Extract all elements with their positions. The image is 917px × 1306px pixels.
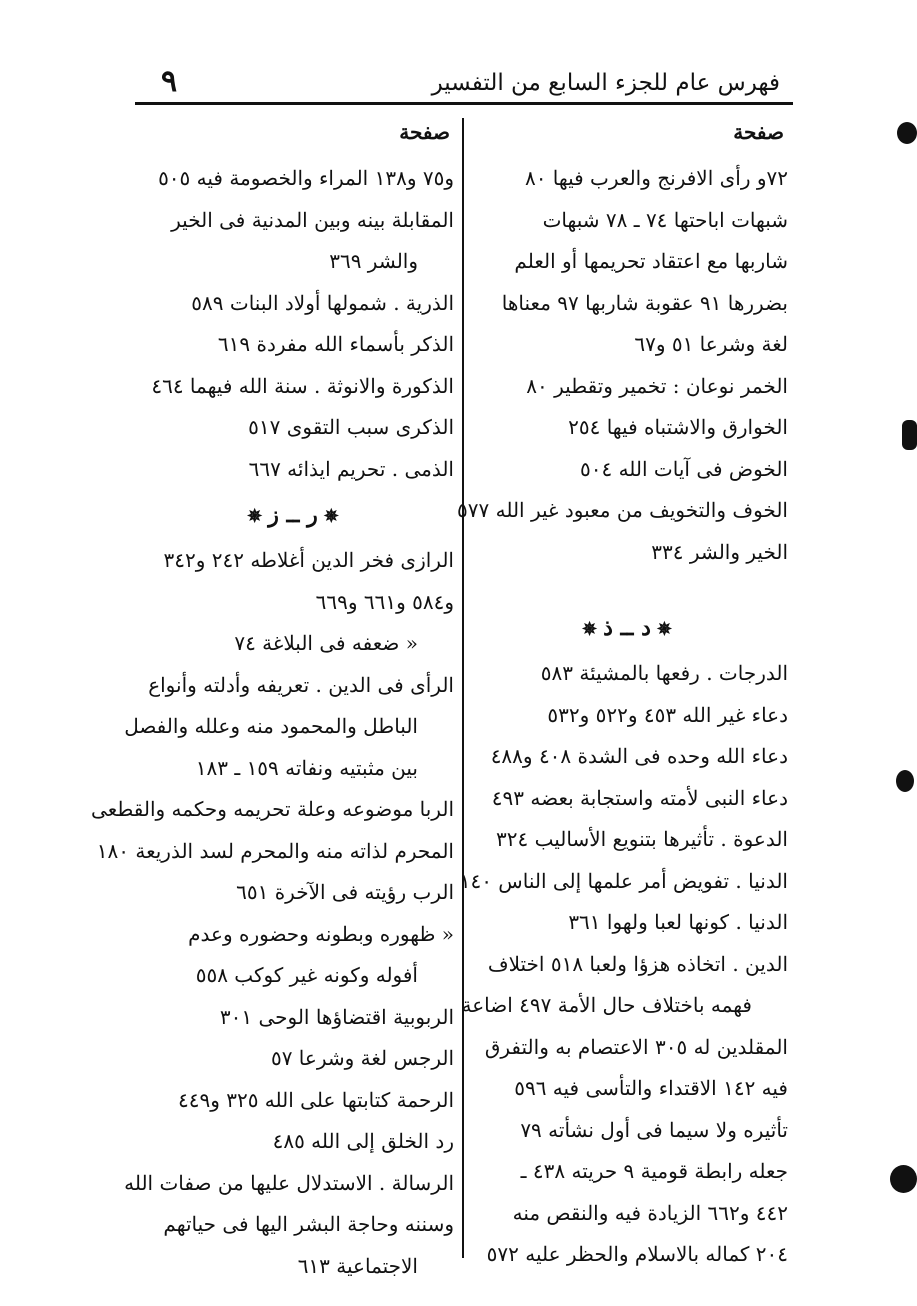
left-column-header: صفحة xyxy=(399,120,450,144)
index-entry: الرب رؤيته فى الآخرة ٦٥١ xyxy=(236,880,454,904)
index-entry: الخمر نوعان : تخمير وتقطير ٨٠ xyxy=(526,373,788,398)
index-entry: « ظهوره وبطونه وحضوره وعدم xyxy=(188,921,454,946)
index-entry: بضررها ٩١ عقوبة شاربها ٩٧ معناها xyxy=(501,290,788,315)
ornament-icon: ✵ xyxy=(247,506,263,527)
index-entry: الدرجات . رفعها بالمشيئة ٥٨٣ xyxy=(540,661,788,685)
index-entry: فيه ١٤٢ الاقتداء والتأسى فيه ٥٩٦ xyxy=(514,1076,788,1100)
index-entry: الرسالة . الاستدلال عليها من صفات الله xyxy=(124,1170,454,1195)
index-entry: شاربها مع اعتقاد تحريمها أو العلم xyxy=(514,249,788,273)
index-entry: دعاء النبى لأمته واستجابة بعضه ٤٩٣ xyxy=(491,785,788,810)
index-entry: و٧٥ و١٣٨ المراء والخصومة فيه ٥٠٥ xyxy=(158,166,454,190)
scan-blot xyxy=(897,122,917,144)
header-rule xyxy=(135,102,793,105)
index-entry: المقابلة بينه وبين المدنية فى الخير xyxy=(171,207,454,232)
index-entry: دعاء غير الله ٤٥٣ و٥٢٢ و٥٣٢ xyxy=(547,702,788,727)
index-entry: بين مثبتيه ونفاته ١٥٩ ـ ١٨٣ xyxy=(195,755,418,780)
index-entry: الرازى فخر الدين أغلاطه ٢٤٢ و٣٤٢ xyxy=(163,548,454,572)
index-entry: الباطل والمحمود منه وعلله والفصل xyxy=(124,714,418,738)
scan-blot xyxy=(890,1165,917,1193)
index-entry: شبهات اباحتها ٧٤ ـ ٧٨ شبهات xyxy=(542,207,788,232)
right-column xyxy=(457,110,788,1276)
index-entry: جعله رابطة قومية ٩ حريته ٤٣٨ ـ xyxy=(520,1159,788,1183)
index-entry: الذرية . شمولها أولاد البنات ٥٨٩ xyxy=(191,290,454,315)
index-entry: الدنيا . تفويض أمر علمها إلى الناس ١٤٠ xyxy=(459,868,788,893)
page-title: فهرس عام للجزء السابع من التفسير xyxy=(431,70,780,96)
index-entry: و٥٨٤ و٦٦١ و٦٦٩ xyxy=(315,589,454,614)
index-entry: المحرم لذاته منه والمحرم لسد الذريعة ١٨٠ xyxy=(96,838,454,863)
index-entry: ٧٢و رأى الافرنج والعرب فيها ٨٠ xyxy=(524,166,788,190)
index-entry: رد الخلق إلى الله ٤٨٥ xyxy=(272,1129,454,1153)
index-entry: الخوف والتخويف من معبود غير الله ٥٧٧ xyxy=(457,498,788,522)
scan-blot xyxy=(896,770,914,792)
index-entry: الاجتماعية ٦١٣ xyxy=(297,1253,418,1278)
right-column-header: صفحة xyxy=(733,120,784,144)
index-entry: الذمى . تحريم ايذائه ٦٦٧ xyxy=(248,456,454,481)
index-entry: الدعوة . تأثيرها بتنويع الأساليب ٣٢٤ xyxy=(496,827,788,851)
section-header-dal-dhal: ✵د ــ ذ✵ xyxy=(466,603,788,653)
index-entry: وسننه وحاجة البشر اليها فى حياتهم xyxy=(163,1212,454,1236)
column-divider xyxy=(462,118,464,1258)
index-entry: الخير والشر ٣٣٤ xyxy=(651,539,788,564)
scan-blot xyxy=(902,420,917,450)
index-entry: الدين . اتخاذه هزؤا ولعبا ٥١٨ اختلاف xyxy=(487,951,788,976)
index-entry: دعاء الله وحده فى الشدة ٤٠٨ و٤٨٨ xyxy=(490,744,788,768)
left-column xyxy=(91,110,454,1287)
ornament-icon: ✵ xyxy=(323,506,339,527)
index-entry: الخوض فى آيات الله ٥٠٤ xyxy=(579,456,788,481)
index-entry: الذكورة والانوثة . سنة الله فيهما ٤٦٤ xyxy=(151,373,454,398)
index-entry: والشر ٣٦٩ xyxy=(329,249,418,273)
index-entry: ٤٤٢ و٦٦٢ الزيادة فيه والنقص منه xyxy=(512,1200,788,1225)
index-entry: « ضعفه فى البلاغة ٧٤ xyxy=(234,631,418,655)
section-header-ra-zay: ✵ر ــ ز✵ xyxy=(132,490,454,540)
index-entry: الدنيا . كونها لعبا ولهوا ٣٦١ xyxy=(568,910,788,934)
index-entry: الرأى فى الدين . تعريفه وأدلته وأنواع xyxy=(148,672,454,697)
index-entry: الذكرى سبب التقوى ٥١٧ xyxy=(248,415,454,439)
index-entry: الذكر بأسماء الله مفردة ٦١٩ xyxy=(217,332,454,356)
index-entry: الخوارق والاشتباه فيها ٢٥٤ xyxy=(568,415,788,439)
index-entry: الرحمة كتابتها على الله ٣٢٥ و٤٤٩ xyxy=(177,1087,454,1112)
index-entry: لغة وشرعا ٥١ و٦٧ xyxy=(634,332,788,356)
index-entry: أفوله وكونه غير كوكب ٥٥٨ xyxy=(195,963,418,987)
index-entry: الرجس لغة وشرعا ٥٧ xyxy=(270,1046,454,1070)
index-entry: المقلدين له ٣٠٥ الاعتصام به والتفرق xyxy=(484,1034,788,1059)
page-number: ٩ xyxy=(161,64,178,99)
ornament-icon: ✵ xyxy=(656,619,672,640)
index-entry: فهمه باختلاف حال الأمة ٤٩٧ اضاعة xyxy=(461,993,752,1017)
index-entry: الربوبية اقتضاؤها الوحى ٣٠١ xyxy=(219,1004,454,1029)
index-entry: ٢٠٤ كماله بالاسلام والحظر عليه ٥٧٢ xyxy=(486,1242,788,1266)
page-header xyxy=(135,58,790,102)
index-entry: الربا موضوعه وعلة تحريمه وحكمه والقطعى xyxy=(91,797,454,821)
index-entry: تأثيره ولا سيما فى أول نشأته ٧٩ xyxy=(520,1117,788,1142)
ornament-icon: ✵ xyxy=(582,619,598,640)
